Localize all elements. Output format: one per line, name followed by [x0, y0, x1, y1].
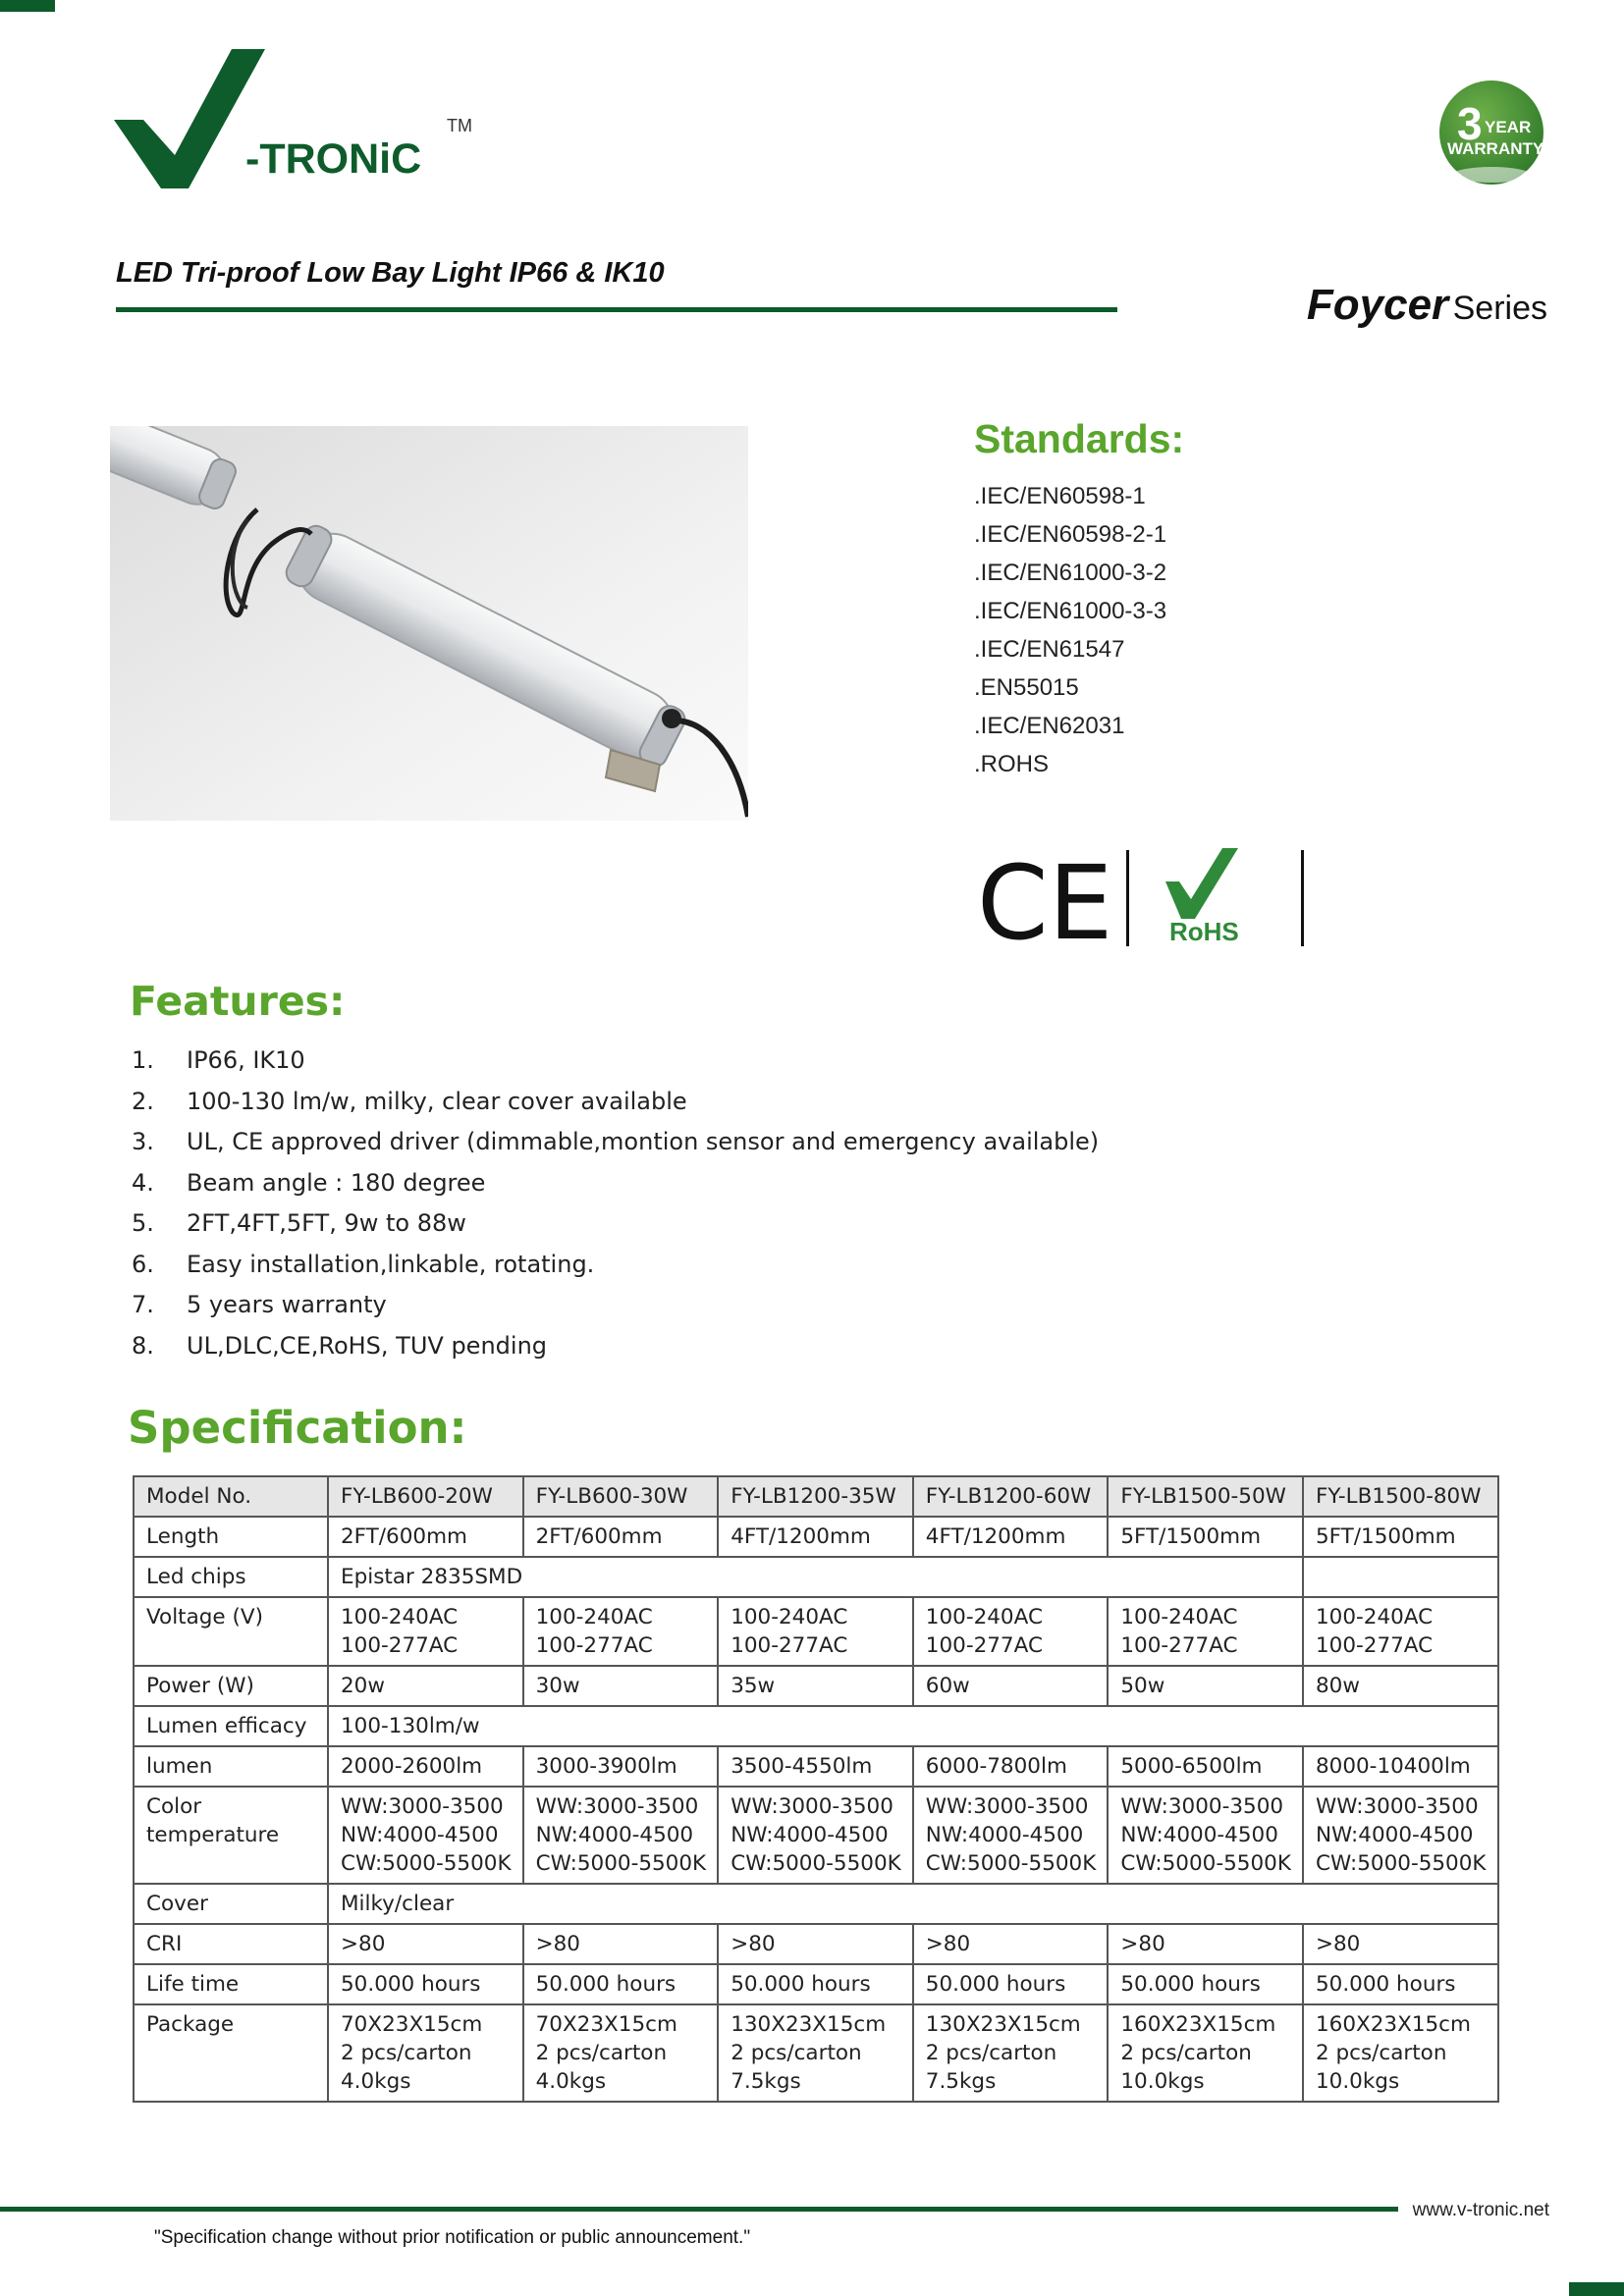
table-cell: 160X23X15cm 2 pcs/carton 10.0kgs [1108, 2004, 1303, 2102]
table-cell: WW:3000-3500 NW:4000-4500 CW:5000-5500K [1303, 1787, 1498, 1884]
website-link[interactable]: www.v-tronic.net [1412, 2200, 1549, 2220]
disclaimer-text: "Specification change without prior notification or public announcement." [154, 2227, 751, 2248]
feature-item: 4. Beam angle : 180 degree [132, 1168, 486, 1197]
table-row-efficacy [134, 1706, 1498, 1746]
warranty-word: WARRANTY [1447, 139, 1544, 158]
table-row-package [134, 2004, 1498, 2102]
warranty-year: YEAR [1485, 118, 1532, 136]
table-cell: 100-240AC 100-277AC [328, 1597, 523, 1666]
table-row-power [134, 1666, 1498, 1706]
table-cell: WW:3000-3500 NW:4000-4500 CW:5000-5500K [523, 1787, 719, 1884]
row-label: Model No. [134, 1476, 328, 1517]
table-cell: 4FT/1200mm [718, 1517, 913, 1557]
table-cell: 130X23X15cm 2 pcs/carton 7.5kgs [913, 2004, 1109, 2102]
table-cell: Epistar 2835SMD [328, 1557, 1303, 1597]
table-cell: 20w [328, 1666, 523, 1706]
feature-item: 1. IP66, IK10 [132, 1046, 305, 1074]
row-label: Led chips [134, 1557, 328, 1597]
standard-item: .EN55015 [974, 674, 1079, 701]
warranty-number: 3 [1457, 98, 1483, 149]
table-cell: 60w [913, 1666, 1109, 1706]
model-cell: FY-LB600-20W [328, 1476, 523, 1517]
table-cell: 100-240AC 100-277AC [523, 1597, 719, 1666]
standard-item: .IEC/EN60598-1 [974, 483, 1146, 509]
product-photo [110, 426, 748, 821]
table-row-cri [134, 1924, 1498, 1964]
table-cell: WW:3000-3500 NW:4000-4500 CW:5000-5500K [718, 1787, 913, 1884]
brand-name: -TRONiC [245, 135, 422, 183]
feature-item: 2. 100-130 lm/w, milky, clear cover available [132, 1087, 687, 1115]
feature-item: 8. UL,DLC,CE,RoHS, TUV pending [132, 1331, 548, 1360]
features-title: Features: [130, 978, 346, 1025]
table-cell: 50.000 hours [913, 1964, 1109, 2004]
trademark-symbol: TM [447, 116, 472, 135]
table-cell: 5000-6500lm [1108, 1746, 1303, 1787]
table-cell: 5FT/1500mm [1303, 1517, 1498, 1557]
table-row-voltage [134, 1597, 1498, 1666]
ce-mark-icon: CE [977, 843, 1113, 950]
table-cell: Milky/clear [328, 1884, 1498, 1924]
table-cell: 100-240AC 100-277AC [718, 1597, 913, 1666]
table-cell: 50.000 hours [1303, 1964, 1498, 2004]
row-label: lumen [134, 1746, 328, 1787]
table-cell: >80 [913, 1924, 1109, 1964]
row-label: Cover [134, 1884, 328, 1924]
corner-accent-top [0, 0, 55, 12]
row-label: Voltage (V) [134, 1597, 328, 1666]
standard-item: .ROHS [974, 751, 1050, 777]
specification-table [133, 1475, 1499, 2103]
table-cell: 70X23X15cm 2 pcs/carton 4.0kgs [523, 2004, 719, 2102]
table-cell: 50.000 hours [328, 1964, 523, 2004]
table-cell: WW:3000-3500 NW:4000-4500 CW:5000-5500K [328, 1787, 523, 1884]
table-cell: >80 [1303, 1924, 1498, 1964]
table-cell [1303, 1557, 1498, 1597]
model-cell: FY-LB1200-60W [913, 1476, 1109, 1517]
standards-title: Standards: [974, 416, 1185, 461]
table-cell: 2000-2600lm [328, 1746, 523, 1787]
standard-item: .IEC/EN60598-2-1 [974, 521, 1167, 548]
row-label: Color temperature [134, 1787, 328, 1884]
table-row-chips [134, 1557, 1498, 1597]
row-label: Package [134, 2004, 328, 2102]
table-cell: 6000-7800lm [913, 1746, 1109, 1787]
table-row-length [134, 1517, 1498, 1557]
table-cell: >80 [328, 1924, 523, 1964]
row-label: Lumen efficacy [134, 1706, 328, 1746]
row-label: Length [134, 1517, 328, 1557]
table-cell: 3500-4550lm [718, 1746, 913, 1787]
series-title [1307, 281, 1547, 330]
row-label: Power (W) [134, 1666, 328, 1706]
title-divider [116, 307, 1117, 312]
table-row-life [134, 1964, 1498, 2004]
table-cell: >80 [1108, 1924, 1303, 1964]
standards-list [974, 477, 1166, 783]
standard-item: .IEC/EN61000-3-3 [974, 598, 1167, 624]
table-cell: >80 [718, 1924, 913, 1964]
table-cell: 100-130lm/w [328, 1706, 1498, 1746]
corner-accent-bottom [1569, 2282, 1624, 2296]
row-label: CRI [134, 1924, 328, 1964]
table-cell: 160X23X15cm 2 pcs/carton 10.0kgs [1303, 2004, 1498, 2102]
table-cell: 50.000 hours [523, 1964, 719, 2004]
model-cell: FY-LB1200-35W [718, 1476, 913, 1517]
table-row-cover [134, 1884, 1498, 1924]
table-cell: 30w [523, 1666, 719, 1706]
standard-item: .IEC/EN62031 [974, 713, 1125, 739]
model-cell: FY-LB1500-80W [1303, 1476, 1498, 1517]
table-cell: 70X23X15cm 2 pcs/carton 4.0kgs [328, 2004, 523, 2102]
row-label: Life time [134, 1964, 328, 2004]
table-cell: WW:3000-3500 NW:4000-4500 CW:5000-5500K [913, 1787, 1109, 1884]
table-cell: 100-240AC 100-277AC [1108, 1597, 1303, 1666]
v-checkmark-logo-icon [114, 49, 267, 188]
table-row-model [134, 1476, 1498, 1517]
table-cell: 50.000 hours [1108, 1964, 1303, 2004]
standard-item: .IEC/EN61000-3-2 [974, 560, 1167, 586]
table-row-lumen [134, 1746, 1498, 1787]
table-cell: 8000-10400lm [1303, 1746, 1498, 1787]
table-cell: 2FT/600mm [328, 1517, 523, 1557]
table-cell: 4FT/1200mm [913, 1517, 1109, 1557]
warranty-badge-icon [1437, 79, 1545, 187]
features-list [132, 1041, 1099, 1366]
certification-marks [977, 842, 1311, 950]
table-cell: 2FT/600mm [523, 1517, 719, 1557]
standard-item: .IEC/EN61547 [974, 636, 1125, 663]
table-row-color-temperature [134, 1787, 1498, 1884]
feature-item: 3. UL, CE approved driver (dimmable,montion sensor and emergency available) [132, 1128, 1100, 1155]
table-cell: 5FT/1500mm [1108, 1517, 1303, 1557]
series-word: Series [1452, 290, 1547, 327]
rohs-label: RoHS [1169, 917, 1239, 946]
rohs-check-icon [1165, 848, 1238, 919]
series-name: Foycer [1306, 281, 1449, 329]
table-cell: WW:3000-3500 NW:4000-4500 CW:5000-5500K [1108, 1787, 1303, 1884]
feature-item: 7. 5 years warranty [132, 1291, 387, 1318]
model-cell: FY-LB600-30W [523, 1476, 719, 1517]
specification-title: Specification: [128, 1402, 467, 1454]
table-cell: 50.000 hours [718, 1964, 913, 2004]
footer-divider [0, 2207, 1398, 2212]
product-subtitle: LED Tri-proof Low Bay Light IP66 & IK10 [116, 257, 665, 289]
feature-item: 5. 2FT,4FT,5FT, 9w to 88w [132, 1209, 466, 1237]
table-cell: 35w [718, 1666, 913, 1706]
feature-item: 6. Easy installation,linkable, rotating. [132, 1250, 595, 1278]
table-cell: 50w [1108, 1666, 1303, 1706]
table-cell: 3000-3900lm [523, 1746, 719, 1787]
model-cell: FY-LB1500-50W [1108, 1476, 1303, 1517]
table-cell: 80w [1303, 1666, 1498, 1706]
table-cell: 130X23X15cm 2 pcs/carton 7.5kgs [718, 2004, 913, 2102]
table-cell: >80 [523, 1924, 719, 1964]
table-cell: 100-240AC 100-277AC [913, 1597, 1109, 1666]
table-cell: 100-240AC 100-277AC [1303, 1597, 1498, 1666]
